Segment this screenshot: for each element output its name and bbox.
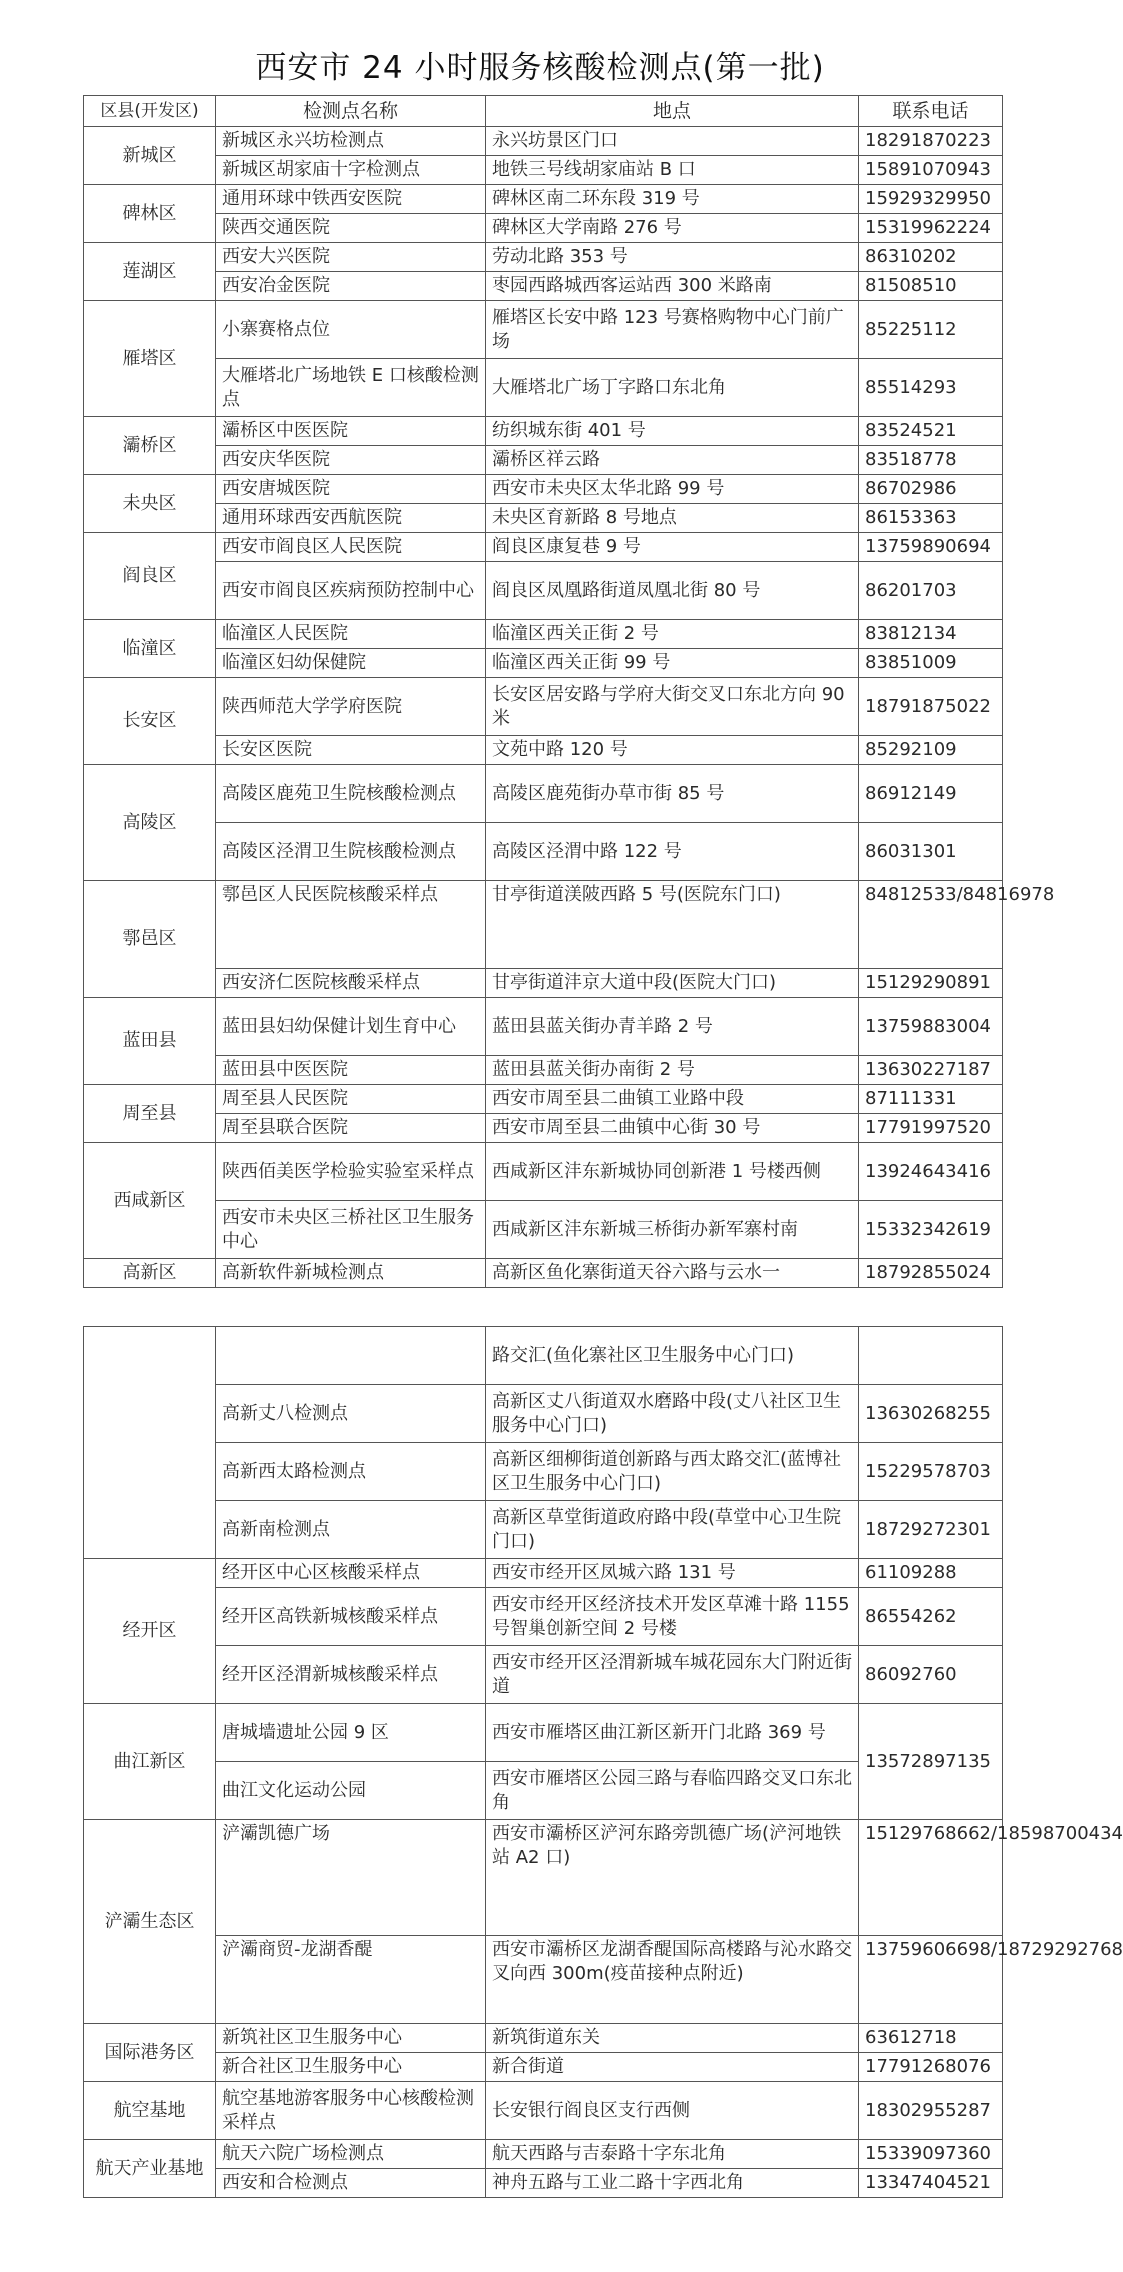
site-name-cell: 西安冶金医院 <box>216 272 486 301</box>
address-cell: 西安市周至县二曲镇工业路中段 <box>486 1085 859 1114</box>
table-row <box>84 1820 1003 1936</box>
address-cell: 西安市雁塔区公园三路与春临四路交叉口东北角 <box>486 1762 859 1820</box>
table-row <box>84 2024 1003 2053</box>
address-cell: 西安市雁塔区曲江新区新开门北路 369 号 <box>486 1704 859 1762</box>
site-name-cell: 通用环球西安西航医院 <box>216 504 486 533</box>
phone-cell <box>859 1327 1003 1385</box>
phone-cell: 83518778 <box>859 446 1003 475</box>
address-cell: 灞桥区祥云路 <box>486 446 859 475</box>
phone-cell: 85514293 <box>859 359 1003 417</box>
district-cell: 未央区 <box>84 475 216 533</box>
table-row <box>84 156 1003 185</box>
district-cell: 曲江新区 <box>84 1704 216 1820</box>
phone-cell: 84812533/84816978 <box>859 881 1003 969</box>
address-cell: 蓝田县蓝关街办南街 2 号 <box>486 1056 859 1085</box>
district-cell: 高新区 <box>84 1259 216 1288</box>
table-row <box>84 1936 1003 2024</box>
table-row <box>84 1588 1003 1646</box>
site-name-cell: 西安市阎良区人民医院 <box>216 533 486 562</box>
address-cell: 地铁三号线胡家庙站 B 口 <box>486 156 859 185</box>
site-name-cell: 西安和合检测点 <box>216 2169 486 2198</box>
phone-cell: 13347404521 <box>859 2169 1003 2198</box>
table-row <box>84 649 1003 678</box>
site-name-cell: 西安庆华医院 <box>216 446 486 475</box>
table-row <box>84 1443 1003 1501</box>
address-cell: 长安区居安路与学府大街交叉口东北方向 90 米 <box>486 678 859 736</box>
address-cell: 临潼区西关正街 99 号 <box>486 649 859 678</box>
phone-cell: 63612718 <box>859 2024 1003 2053</box>
phone-cell: 13759606698/18729292768 <box>859 1936 1003 2024</box>
address-cell: 西安市周至县二曲镇中心街 30 号 <box>486 1114 859 1143</box>
phone-cell: 86092760 <box>859 1646 1003 1704</box>
table-row <box>84 417 1003 446</box>
table-row <box>84 504 1003 533</box>
address-cell: 阎良区康复巷 9 号 <box>486 533 859 562</box>
table-row <box>84 620 1003 649</box>
address-cell: 阎良区凤凰路街道凤凰北街 80 号 <box>486 562 859 620</box>
phone-cell: 13924643416 <box>859 1143 1003 1201</box>
site-name-cell: 西安大兴医院 <box>216 243 486 272</box>
site-name-cell: 浐灞凯德广场 <box>216 1820 486 1936</box>
site-name-cell: 曲江文化运动公园 <box>216 1762 486 1820</box>
district-cell: 长安区 <box>84 678 216 765</box>
site-name-cell: 通用环球中铁西安医院 <box>216 185 486 214</box>
address-cell: 蓝田县蓝关街办青羊路 2 号 <box>486 998 859 1056</box>
site-name-cell: 长安区医院 <box>216 736 486 765</box>
district-cell: 经开区 <box>84 1559 216 1704</box>
table-row <box>84 243 1003 272</box>
table-row <box>84 272 1003 301</box>
phone-cell: 86912149 <box>859 765 1003 823</box>
phone-cell: 18792855024 <box>859 1259 1003 1288</box>
site-name-cell: 西安市阎良区疾病预防控制中心 <box>216 562 486 620</box>
site-name-cell: 临潼区妇幼保健院 <box>216 649 486 678</box>
site-name-cell: 航天六院广场检测点 <box>216 2140 486 2169</box>
address-cell: 高新区草堂街道政府路中段(草堂中心卫生院门口) <box>486 1501 859 1559</box>
table-row <box>84 1114 1003 1143</box>
table-row <box>84 2140 1003 2169</box>
site-name-cell: 陕西师范大学学府医院 <box>216 678 486 736</box>
address-cell: 永兴坊景区门口 <box>486 127 859 156</box>
district-cell: 国际港务区 <box>84 2024 216 2082</box>
site-name-cell: 周至县人民医院 <box>216 1085 486 1114</box>
phone-cell: 86201703 <box>859 562 1003 620</box>
site-name-cell: 高新软件新城检测点 <box>216 1259 486 1288</box>
address-cell: 西安市灞桥区浐河东路旁凯德广场(浐河地铁站 A2 口) <box>486 1820 859 1936</box>
site-name-cell: 高新南检测点 <box>216 1501 486 1559</box>
address-cell: 碑林区南二环东段 319 号 <box>486 185 859 214</box>
district-cell: 雁塔区 <box>84 301 216 417</box>
district-cell: 西咸新区 <box>84 1143 216 1259</box>
phone-cell: 15129768662/18598700434 <box>859 1820 1003 1936</box>
address-cell: 西安市经开区经济技术开发区草滩十路 1155 号智巢创新空间 2 号楼 <box>486 1588 859 1646</box>
table-row <box>84 1385 1003 1443</box>
table-row <box>84 881 1003 969</box>
district-cell: 阎良区 <box>84 533 216 620</box>
phone-cell: 85292109 <box>859 736 1003 765</box>
district-cell: 临潼区 <box>84 620 216 678</box>
table-row <box>84 969 1003 998</box>
site-name-cell: 周至县联合医院 <box>216 1114 486 1143</box>
district-cell: 鄠邑区 <box>84 881 216 998</box>
phone-cell: 18791875022 <box>859 678 1003 736</box>
district-cell: 灞桥区 <box>84 417 216 475</box>
phone-cell: 17791997520 <box>859 1114 1003 1143</box>
site-name-cell: 新合社区卫生服务中心 <box>216 2053 486 2082</box>
site-name-cell: 新筑社区卫生服务中心 <box>216 2024 486 2053</box>
site-name-cell: 唐城墙遗址公园 9 区 <box>216 1704 486 1762</box>
phone-cell: 18291870223 <box>859 127 1003 156</box>
phone-cell: 81508510 <box>859 272 1003 301</box>
header-site-name: 检测点名称 <box>216 96 486 127</box>
address-cell: 高新区丈八街道双水磨路中段(丈八社区卫生服务中心门口) <box>486 1385 859 1443</box>
table-row <box>84 1056 1003 1085</box>
phone-cell: 18729272301 <box>859 1501 1003 1559</box>
site-name-cell: 临潼区人民医院 <box>216 620 486 649</box>
site-name-cell: 经开区泾渭新城核酸采样点 <box>216 1646 486 1704</box>
table-row <box>84 475 1003 504</box>
site-name-cell: 大雁塔北广场地铁 E 口核酸检测点 <box>216 359 486 417</box>
site-name-cell: 西安市未央区三桥社区卫生服务中心 <box>216 1201 486 1259</box>
phone-cell: 15929329950 <box>859 185 1003 214</box>
phone-cell: 13759890694 <box>859 533 1003 562</box>
site-name-cell: 航空基地游客服务中心核酸检测采样点 <box>216 2082 486 2140</box>
phone-cell: 17791268076 <box>859 2053 1003 2082</box>
phone-cell: 86702986 <box>859 475 1003 504</box>
table-row <box>84 359 1003 417</box>
table-row <box>84 2169 1003 2198</box>
header-district: 区县(开发区) <box>84 96 216 127</box>
phone-cell: 15319962224 <box>859 214 1003 243</box>
phone-cell: 86310202 <box>859 243 1003 272</box>
table-row <box>84 1646 1003 1704</box>
site-name-cell: 灞桥区中医医院 <box>216 417 486 446</box>
address-cell: 高新区细柳街道创新路与西太路交汇(蓝博社区卫生服务中心门口) <box>486 1443 859 1501</box>
address-cell: 新合街道 <box>486 2053 859 2082</box>
table-row <box>84 1201 1003 1259</box>
district-cell <box>84 1327 216 1559</box>
address-cell: 甘亭街道沣京大道中段(医院大门口) <box>486 969 859 998</box>
site-name-cell: 经开区中心区核酸采样点 <box>216 1559 486 1588</box>
table-row <box>84 562 1003 620</box>
address-cell: 甘亭街道渼陂西路 5 号(医院东门口) <box>486 881 859 969</box>
district-cell: 新城区 <box>84 127 216 185</box>
address-cell: 枣园西路城西客运站西 300 米路南 <box>486 272 859 301</box>
phone-cell: 87111331 <box>859 1085 1003 1114</box>
site-name-cell: 蓝田县中医医院 <box>216 1056 486 1085</box>
address-cell: 神舟五路与工业二路十字西北角 <box>486 2169 859 2198</box>
district-cell: 莲湖区 <box>84 243 216 301</box>
address-cell: 劳动北路 353 号 <box>486 243 859 272</box>
table-row <box>84 301 1003 359</box>
address-cell: 西安市灞桥区龙湖香醍国际高楼路与沁水路交叉向西 300m(疫苗接种点附近) <box>486 1936 859 2024</box>
phone-cell: 13630227187 <box>859 1056 1003 1085</box>
phone-cell: 83851009 <box>859 649 1003 678</box>
district-cell: 碑林区 <box>84 185 216 243</box>
site-name-cell: 小寨赛格点位 <box>216 301 486 359</box>
site-name-cell: 鄠邑区人民医院核酸采样点 <box>216 881 486 969</box>
table-row <box>84 1143 1003 1201</box>
phone-cell: 18302955287 <box>859 2082 1003 2140</box>
address-cell: 文苑中路 120 号 <box>486 736 859 765</box>
table-row <box>84 127 1003 156</box>
table-header-row <box>84 96 1003 127</box>
table-row <box>84 533 1003 562</box>
phone-cell: 86554262 <box>859 1588 1003 1646</box>
site-name-cell: 经开区高铁新城核酸采样点 <box>216 1588 486 1646</box>
address-cell: 碑林区大学南路 276 号 <box>486 214 859 243</box>
district-cell: 周至县 <box>84 1085 216 1143</box>
table-row <box>84 1085 1003 1114</box>
phone-cell: 86031301 <box>859 823 1003 881</box>
table-row <box>84 446 1003 475</box>
district-cell: 蓝田县 <box>84 998 216 1085</box>
table-row <box>84 736 1003 765</box>
address-cell: 路交汇(鱼化寨社区卫生服务中心门口) <box>486 1327 859 1385</box>
testing-sites-table-part-1 <box>83 95 1055 1288</box>
phone-cell: 15891070943 <box>859 156 1003 185</box>
phone-cell: 15332342619 <box>859 1201 1003 1259</box>
table-row <box>84 2082 1003 2140</box>
address-cell: 高陵区鹿苑街办草市街 85 号 <box>486 765 859 823</box>
header-phone: 联系电话 <box>859 96 1003 127</box>
phone-cell: 83524521 <box>859 417 1003 446</box>
district-cell: 航空基地 <box>84 2082 216 2140</box>
table-row <box>84 1704 1003 1762</box>
table-row <box>84 678 1003 736</box>
address-cell: 西安市经开区泾渭新城车城花园东大门附近街道 <box>486 1646 859 1704</box>
site-name-cell: 高陵区鹿苑卫生院核酸检测点 <box>216 765 486 823</box>
site-name-cell: 新城区胡家庙十字检测点 <box>216 156 486 185</box>
site-name-cell: 高新西太路检测点 <box>216 1443 486 1501</box>
address-cell: 西安市未央区太华北路 99 号 <box>486 475 859 504</box>
site-name-cell: 蓝田县妇幼保健计划生育中心 <box>216 998 486 1056</box>
phone-cell: 61109288 <box>859 1559 1003 1588</box>
address-cell: 纺织城东街 401 号 <box>486 417 859 446</box>
phone-cell: 86153363 <box>859 504 1003 533</box>
phone-cell: 13572897135 <box>859 1704 1003 1820</box>
address-cell: 新筑街道东关 <box>486 2024 859 2053</box>
address-cell: 西安市经开区凤城六路 131 号 <box>486 1559 859 1588</box>
table-row <box>84 214 1003 243</box>
header-address: 地点 <box>486 96 859 127</box>
table-row <box>84 2053 1003 2082</box>
phone-cell: 15339097360 <box>859 2140 1003 2169</box>
district-cell: 航天产业基地 <box>84 2140 216 2198</box>
phone-cell: 13630268255 <box>859 1385 1003 1443</box>
address-cell: 航天西路与吉泰路十字东北角 <box>486 2140 859 2169</box>
district-cell: 高陵区 <box>84 765 216 881</box>
site-name-cell: 陕西佰美医学检验实验室采样点 <box>216 1143 486 1201</box>
site-name-cell <box>216 1327 486 1385</box>
address-cell: 西咸新区沣东新城协同创新港 1 号楼西侧 <box>486 1143 859 1201</box>
table-row <box>84 1259 1003 1288</box>
site-name-cell: 浐灞商贸-龙湖香醍 <box>216 1936 486 2024</box>
address-cell: 雁塔区长安中路 123 号赛格购物中心门前广场 <box>486 301 859 359</box>
address-cell: 高陵区泾渭中路 122 号 <box>486 823 859 881</box>
district-cell: 浐灞生态区 <box>84 1820 216 2024</box>
phone-cell: 13759883004 <box>859 998 1003 1056</box>
site-name-cell: 西安济仁医院核酸采样点 <box>216 969 486 998</box>
table-row <box>84 998 1003 1056</box>
phone-cell: 83812134 <box>859 620 1003 649</box>
site-name-cell: 高新丈八检测点 <box>216 1385 486 1443</box>
site-name-cell: 陕西交通医院 <box>216 214 486 243</box>
address-cell: 临潼区西关正街 2 号 <box>486 620 859 649</box>
table-row <box>84 1501 1003 1559</box>
address-cell: 长安银行阎良区支行西侧 <box>486 2082 859 2140</box>
testing-sites-table-part-2 <box>83 1326 1123 2198</box>
site-name-cell: 高陵区泾渭卫生院核酸检测点 <box>216 823 486 881</box>
phone-cell: 15229578703 <box>859 1443 1003 1501</box>
table-row <box>84 765 1003 823</box>
table-row <box>84 185 1003 214</box>
table-row <box>84 1327 1003 1385</box>
table-row <box>84 1559 1003 1588</box>
phone-cell: 85225112 <box>859 301 1003 359</box>
site-name-cell: 新城区永兴坊检测点 <box>216 127 486 156</box>
address-cell: 高新区鱼化寨街道天谷六路与云水一 <box>486 1259 859 1288</box>
phone-cell: 15129290891 <box>859 969 1003 998</box>
address-cell: 西咸新区沣东新城三桥街办新军寨村南 <box>486 1201 859 1259</box>
site-name-cell: 西安唐城医院 <box>216 475 486 504</box>
page-title: 西安市 24 小时服务核酸检测点(第一批) <box>255 50 825 86</box>
address-cell: 大雁塔北广场丁字路口东北角 <box>486 359 859 417</box>
table-row <box>84 823 1003 881</box>
address-cell: 未央区育新路 8 号地点 <box>486 504 859 533</box>
